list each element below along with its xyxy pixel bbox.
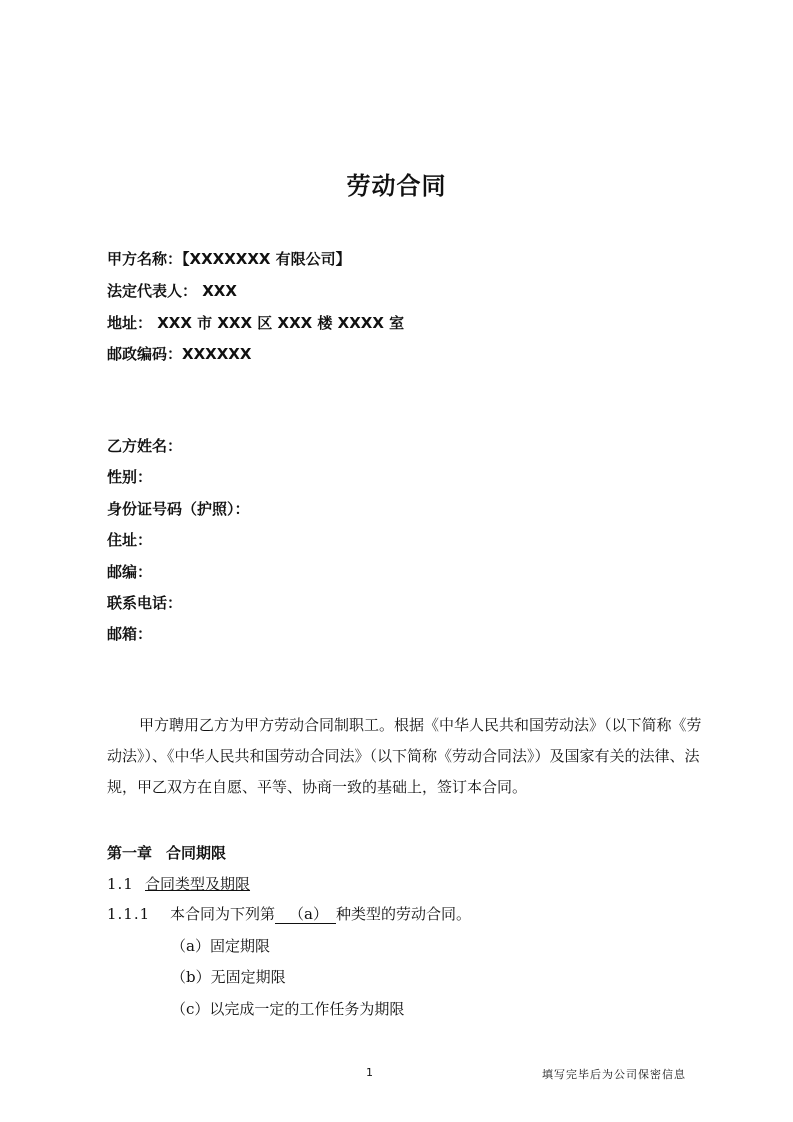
- option-b: （b）无固定期限: [171, 968, 286, 986]
- footer-note: 填写完毕后为公司保密信息: [542, 1068, 686, 1081]
- party-b-gender: 性别：: [107, 468, 153, 486]
- party-a-address: 地址： XXX 市 XXX 区 XXX 楼 XXXX 室: [107, 314, 405, 332]
- chapter-label: 第一章: [107, 844, 153, 862]
- chapter-title: 合同期限: [166, 844, 227, 862]
- party-a-legal-rep: 法定代表人： XXX: [107, 282, 237, 300]
- clause-text-after: 种类型的劳动合同。: [335, 905, 471, 923]
- party-a-postcode: 邮政编码：XXXXXX: [107, 345, 252, 363]
- party-b-address: 住址：: [107, 531, 153, 549]
- party-a-name: 甲方名称：【XXXXXXX 有限公司】: [107, 250, 351, 268]
- option-c: （c）以完成一定的工作任务为期限: [171, 1000, 405, 1018]
- section-title: 合同类型及期限: [145, 875, 251, 893]
- document-title: 劳动合同: [346, 172, 447, 200]
- party-b-postcode: 邮编：: [107, 563, 153, 581]
- party-b-email: 邮箱：: [107, 625, 153, 643]
- section-heading: [107, 874, 250, 894]
- party-b-id-number: 身份证号码（护照）：: [107, 500, 250, 518]
- clause-choice-blank: （a）: [275, 905, 336, 924]
- chapter-heading: [107, 842, 226, 863]
- section-number: 1.1: [107, 875, 134, 893]
- clause-text-before: 本合同为下列第: [170, 905, 276, 923]
- party-b-name: 乙方姓名：: [107, 437, 183, 455]
- page-number: 1: [366, 1066, 373, 1079]
- preamble-paragraph: 甲方聘用乙方为甲方劳动合同制职工。根据《中华人民共和国劳动法》（以下简称《劳动法》）、《中华人民共和国劳动合同法》（以下简称《劳动合同法》）及国家有关的法律、法规，甲乙双方在自愿、平等、协商一致的基础上，签订本合同。: [107, 716, 702, 796]
- party-b-phone: 联系电话：: [107, 594, 183, 612]
- clause-line: [107, 904, 471, 924]
- option-a: （a）固定期限: [171, 937, 270, 955]
- clause-number: 1.1.1: [107, 905, 151, 923]
